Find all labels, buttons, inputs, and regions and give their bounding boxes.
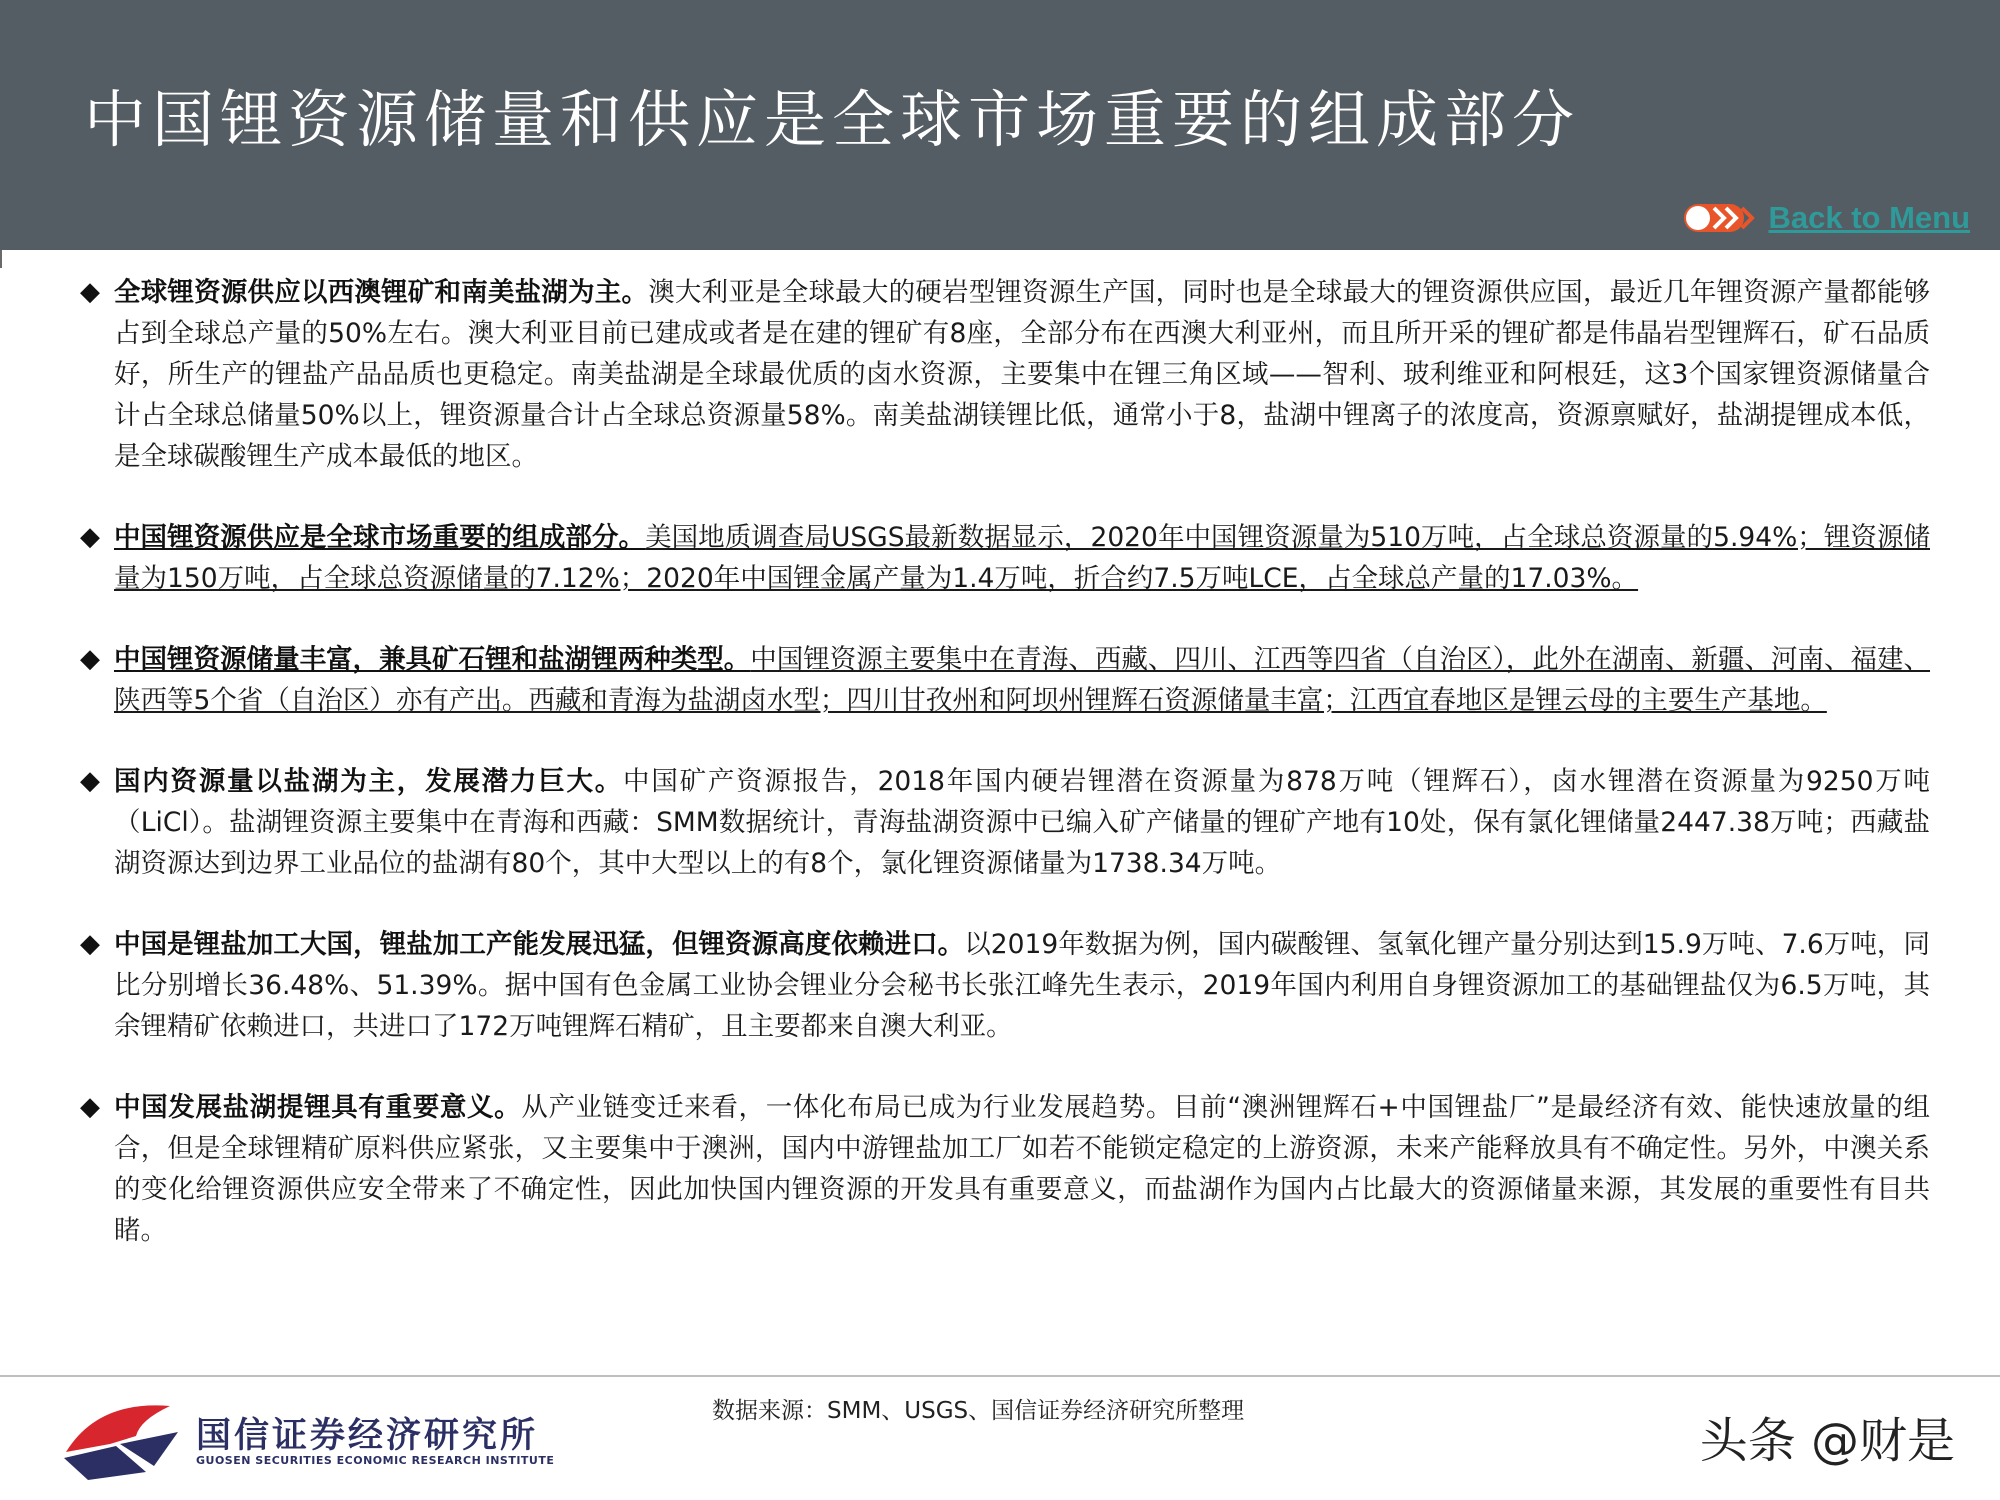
divider-mark (0, 250, 2, 268)
diamond-bullet-icon: ◆ (80, 766, 100, 796)
diamond-bullet-icon: ◆ (80, 644, 100, 674)
back-to-menu-link[interactable] (1680, 196, 1970, 240)
footer-divider (0, 1375, 2000, 1377)
bullet-lead: 中国发展盐湖提锂具有重要意义。 (114, 1092, 522, 1123)
header-bar (0, 0, 2000, 250)
bullet-body: 中国矿产资源报告，2018年国内硬岩锂潜在资源量为878万吨（锂辉石），卤水锂潜在资源量为9250万吨（LiCl）。盐湖锂资源主要集中在青海和西藏：SMM数据统计，青海盐湖资源中已编入矿产储量的锂矿产地有10处，保有氯化锂储量2447.38万吨；西藏盐湖资源达到边界工业品位的盐湖有80个，其中大型以上的有8个，氯化锂资源储量为1738.34万吨。 (114, 766, 1931, 879)
bullet-lead: 中国锂资源储量丰富，兼具矿石锂和盐湖锂两种类型。 (114, 644, 751, 675)
data-source-note: 数据来源：SMM、USGS、国信证券经济研究所整理 (712, 1398, 1245, 1424)
bullet-lead: 中国是锂盐加工大国，锂盐加工产能发展迅猛，但锂资源高度依赖进口。 (114, 929, 965, 960)
diamond-bullet-icon: ◆ (80, 522, 100, 552)
bullet-body: 从产业链变迁来看，一体化布局已成为行业发展趋势。目前“澳洲锂辉石+中国锂盐厂”是最经济有效、能快速放量的组合，但是全球锂精矿原料供应紧张，又主要集中于澳洲，国内中游锂盐加工厂如若不能锁定稳定的上游资源，未来产能释放具有不确定性。另外，中澳关系的变化给锂资源供应安全带来了不确定性，因此加快国内锂资源的开发具有重要意义，而盐湖作为国内占比最大的资源储量来源，其发展的重要性有目共睹。 (114, 1092, 1930, 1246)
diamond-bullet-icon: ◆ (80, 1092, 100, 1122)
page-title: 中国锂资源储量和供应是全球市场重要的组成部分 (84, 83, 1581, 156)
bullet-body: 中国锂资源主要集中在青海、西藏、四川、江西等四省（自治区），此外在湖南、新疆、河南、福建、陕西等5个省（自治区）亦有产出。西藏和青海为盐湖卤水型；四川甘孜州和阿坝州锂辉石资源储量丰富；江西宜春地区是锂云母的主要生产基地。 (114, 644, 1931, 716)
logo-text-en: GUOSEN SECURITIES ECONOMIC RESEARCH INSTITUTE (196, 1454, 555, 1467)
double-chevron-arrow-icon (1680, 196, 1758, 240)
guosen-logo-icon (58, 1392, 188, 1482)
bullet-body: 澳大利亚是全球最大的硬岩型锂资源生产国，同时也是全球最大的锂资源供应国，最近几年锂资源产量都能够占到全球总产量的50%左右。澳大利亚目前已建成或者是在建的锂矿有8座，全部分布在西澳大利亚州，而且所开采的锂矿都是伟晶岩型锂辉石，矿石品质好，所生产的锂盐产品品质也更稳定。南美盐湖是全球最优质的卤水资源，主要集中在锂三角区域——智利、玻利维亚和阿根廷，这3个国家锂资源储量合计占全球总储量50%以上，锂资源量合计占全球总资源量58%。南美盐湖镁锂比低，通常小于8，盐湖中锂离子的浓度高，资源禀赋好，盐湖提锂成本低，是全球碳酸锂生产成本最低的地区。 (114, 277, 1931, 472)
bullet-item (80, 517, 1930, 599)
bullet-body: 以2019年数据为例，国内碳酸锂、氢氧化锂产量分别达到15.9万吨、7.6万吨，同比分别增长36.48%、51.39%。据中国有色金属工业协会锂业分会秘书长张江峰先生表示，2019年国内利用自身锂资源加工的基础锂盐仅为6.5万吨，其余锂精矿依赖进口，共进口了172万吨锂辉石精矿，且主要都来自澳大利亚。 (114, 929, 1930, 1042)
watermark: 头条 @财是 (1699, 1413, 1955, 1469)
diamond-bullet-icon: ◆ (80, 929, 100, 959)
bullet-item (80, 924, 1930, 1047)
content-body (80, 272, 1930, 1291)
bullet-body: 美国地质调查局USGS最新数据显示，2020年中国锂资源量为510万吨，占全球总资源量的5.94%；锂资源储量为150万吨，占全球总资源储量的7.12%；2020年中国锂金属产量为1.4万吨，折合约7.5万吨LCE，占全球总产量的17.03%。 (114, 522, 1931, 594)
logo-text-cn: 国信证券经济研究所 (196, 1416, 539, 1456)
bullet-lead: 中国锂资源供应是全球市场重要的组成部分。 (114, 522, 646, 553)
bullet-item (80, 639, 1930, 721)
bullet-item (80, 1087, 1930, 1251)
bullet-lead: 全球锂资源供应以西澳锂矿和南美盐湖为主。 (114, 277, 649, 308)
back-to-menu-label: Back to Menu (1768, 200, 1970, 235)
bullet-item (80, 761, 1930, 884)
diamond-bullet-icon: ◆ (80, 277, 100, 307)
bullet-lead: 国内资源量以盐湖为主，发展潜力巨大。 (114, 766, 624, 797)
bullet-item (80, 272, 1930, 477)
